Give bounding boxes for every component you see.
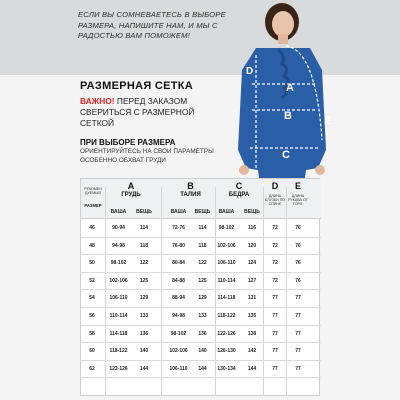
group-c-letter: C [235, 181, 243, 191]
cell-hips-item: 135 [247, 312, 257, 319]
cell-hips-item: 138 [247, 330, 257, 337]
cell-hips-yours: 126-130 [217, 348, 236, 355]
cell-waist-yours: 72-76 [172, 225, 185, 231]
cell-bust-yours: 102-106 [109, 277, 128, 284]
label-c: C [282, 149, 290, 161]
warning-body: ПЕРЕД ЗАКАЗОМ СВЕРИТЬСЯ С РАЗМЕРНОЙ СЕТКОЙ [80, 96, 195, 128]
group-a-name: ГРУДЬ [121, 192, 141, 198]
cell-bust-item: 140 [139, 348, 149, 355]
cell-hips-item: 142 [247, 348, 257, 355]
label-e: E [324, 116, 331, 127]
cell-waist-item: 122 [198, 260, 207, 267]
cell-length-back: 72 [272, 277, 278, 284]
cell-bust-item: 133 [139, 312, 149, 319]
cell-bust-yours: 122-126 [109, 365, 128, 372]
col-e-letter: E [294, 181, 301, 191]
table-row [81, 238, 321, 256]
cell-hips-item: 127 [247, 277, 257, 284]
table-row [81, 326, 321, 344]
cell-bust-yours: 114-118 [109, 330, 128, 337]
cell-waist-yours: 76-80 [172, 242, 185, 249]
cell-hips-yours: 130-134 [217, 365, 236, 372]
cell-hips-yours: 102-106 [217, 242, 236, 249]
cell-size: 56 [89, 312, 95, 319]
cell-bust-yours: 110-114 [109, 312, 128, 319]
group-a-yours: ВАША [110, 209, 127, 215]
label-b: B [284, 110, 292, 122]
cell-waist-item: 125 [198, 277, 207, 284]
cell-waist-item: 118 [198, 242, 207, 249]
intro-panel [0, 0, 400, 75]
cell-hips-item: 131 [247, 295, 257, 302]
group-c-name: БЕДРА [228, 192, 250, 198]
cell-length-back: 77 [272, 348, 278, 355]
cell-hips-yours: 118-122 [217, 312, 236, 319]
table-row [81, 273, 321, 291]
group-a-item: ВЕЩЬ [136, 209, 152, 215]
col-e-desc: ДЛИНА РУКАВА ОТ ГОРЛ. [288, 194, 308, 207]
cell-bust-item: 122 [139, 260, 149, 267]
cell-hips-item: 116 [247, 225, 257, 231]
cell-sleeve-length: 77 [295, 295, 301, 302]
cell-hips-yours: 98-102 [218, 225, 235, 231]
group-b-item: ВЕЩЬ [194, 209, 211, 215]
cell-sleeve-length: 76 [295, 277, 301, 284]
col-d-letter: D [271, 181, 279, 191]
cell-waist-item: 133 [198, 312, 207, 319]
cell-bust-item: 144 [139, 365, 149, 372]
hand-left [239, 165, 249, 175]
cell-length-back: 72 [272, 260, 278, 267]
cell-waist-yours: 84-88 [172, 277, 185, 284]
table-row [81, 290, 321, 308]
table-row [81, 361, 321, 379]
cell-bust-item: 136 [139, 330, 149, 337]
cell-sleeve-length: 76 [295, 260, 301, 267]
cell-sleeve-length: 77 [295, 312, 301, 319]
cell-size: 62 [89, 365, 95, 372]
cell-length-back: 77 [272, 330, 278, 337]
intro-text: ЕСЛИ ВЫ СОМНЕВАЕТЕСЬ В ВЫБОРЕ РАЗМЕРА, НАПИШИТЕ НАМ, И МЫ С РАДОСТЬЮ ВАМ ПОМОЖЕМ! [78, 10, 226, 40]
cell-bust-yours: 90-94 [112, 225, 125, 231]
cell-waist-item: 114 [198, 225, 207, 231]
cell-sleeve-length: 77 [295, 365, 301, 372]
cell-size: 48 [89, 242, 95, 249]
cell-length-back: 72 [272, 225, 278, 231]
cell-bust-item: 118 [139, 242, 149, 249]
cell-size: 60 [89, 348, 95, 355]
group-b-letter: B [187, 181, 194, 191]
cell-sleeve-length: 76 [295, 225, 301, 231]
page-title: РАЗМЕРНАЯ СЕТКА [80, 80, 194, 92]
group-a-letter: A [127, 181, 135, 191]
cell-hips-item: 144 [247, 365, 257, 372]
cell-waist-yours: 102-106 [169, 348, 188, 355]
group-c-item: ВЕЩЬ [244, 209, 260, 215]
table-row [81, 308, 321, 326]
label-a: A [286, 82, 294, 94]
label-d: D [246, 66, 254, 77]
cell-waist-item: 136 [198, 330, 207, 337]
cell-size: 52 [89, 277, 95, 284]
col-d-desc: ДЛИНА БЛУЗКИ ПО СПИНЕ [264, 194, 286, 207]
cell-bust-yours: 98-102 [110, 260, 127, 267]
cell-bust-yours: 94-98 [112, 242, 125, 249]
hand-right [315, 165, 325, 175]
cell-waist-yours: 80-84 [172, 260, 185, 267]
cell-waist-yours: 88-94 [172, 295, 185, 302]
table-row [81, 343, 321, 361]
cell-waist-item: 129 [198, 295, 207, 302]
cell-sleeve-length: 77 [295, 330, 301, 337]
face-shape [272, 11, 294, 37]
size-header-label: РАЗМЕР [84, 203, 102, 208]
cell-hips-item: 120 [247, 242, 257, 249]
cell-bust-item: 114 [139, 225, 149, 231]
cell-hips-yours: 114-118 [217, 295, 236, 302]
table-row [81, 220, 321, 238]
warning-text [80, 96, 230, 129]
table-header [81, 179, 321, 219]
cell-sleeve-length: 76 [295, 242, 301, 249]
cell-size: 46 [89, 225, 95, 231]
cell-hips-item: 124 [247, 260, 257, 267]
cell-length-back: 77 [272, 365, 278, 372]
cell-waist-item: 144 [198, 365, 207, 372]
neck-shape [278, 34, 288, 44]
table-body [81, 220, 321, 378]
cell-bust-item: 125 [139, 277, 149, 284]
group-c-yours: ВАША [218, 209, 235, 215]
cell-hips-yours: 122-126 [217, 330, 236, 337]
choose-title: ПРИ ВЫБОРЕ РАЗМЕРА [80, 138, 176, 147]
cell-bust-yours: 106-110 [109, 295, 128, 302]
size-header-top: РЕКОМЕН ДУЕМЫЙ [84, 187, 102, 196]
warning-label: ВАЖНО! [80, 96, 115, 106]
group-b-yours: ВАША [170, 209, 187, 215]
cell-waist-yours: 94-98 [172, 312, 185, 319]
cell-size: 54 [89, 295, 95, 302]
cell-waist-item: 140 [198, 348, 207, 355]
group-b-name: ТАЛИЯ [180, 192, 201, 198]
size-table [80, 178, 320, 396]
cell-sleeve-length: 77 [295, 348, 301, 355]
cell-length-back: 77 [272, 312, 278, 319]
table-row [81, 255, 321, 273]
choose-subtitle: ОРИЕНТИРУЙТЕСЬ НА СВОИ ПАРАМЕТРЫ ОСОБЕННО ОБХВАТ ГРУДИ [80, 148, 214, 164]
cell-size: 50 [89, 260, 95, 267]
cell-length-back: 72 [272, 242, 278, 249]
cell-waist-yours: 106-110 [169, 365, 188, 372]
cell-hips-yours: 110-114 [217, 277, 236, 284]
cell-size: 58 [89, 330, 95, 337]
cell-hips-yours: 106-110 [217, 260, 236, 267]
cell-length-back: 77 [272, 295, 278, 302]
cell-waist-yours: 98-102 [170, 330, 187, 337]
cell-bust-yours: 118-122 [109, 348, 128, 355]
cell-bust-item: 129 [139, 295, 149, 302]
